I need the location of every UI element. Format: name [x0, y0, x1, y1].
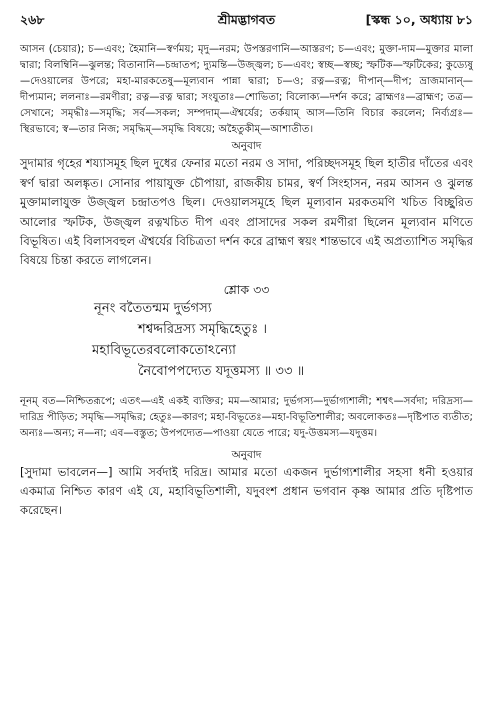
verse-heading: শ্লোক ৩৩ — [223, 281, 270, 297]
translation-heading-1: অনুবাদ — [231, 140, 262, 153]
canto-chapter-label: [স্কন্ধ ১০, অধ্যায় ৮১ — [365, 12, 473, 27]
word-for-word-2: নূনম্ বত—নিশ্চিতরূপে; এতৎ—এই একই ব্যক্তির; মম—আমার; দুর্ভগস্য—দুর্ভাগ্যশালী; শশ্বৎ—সর্বদা; দরিদ্রস্য—দারিদ্র পীড়িত; সমৃদ্ধি—সমৃদ্ধির; হেতুঃ—কারণ; মহা-বিভূতেঃ—মহা-বিভূতিশালীর; অবলোকতঃ—দৃষ্টিপাত ব্যতীত; অন্যঃ—অন্য; ন—না; এব—বস্তুত; উপপদ্যেত—পাওয়া যেতে পারে; যদু-উত্তমস্য—যদুত্তম। — [20, 395, 473, 439]
verse-line-1: নূনং বতৈতন্মম দুর্ভগস্য — [94, 300, 212, 316]
verse-line-4: নৈবোপপদ্যেত যদূত্তমস্য ॥ ৩৩ ॥ — [138, 363, 305, 379]
translation-1: সুদামার গৃহের শয্যাসমূহ ছিল দুধের ফেনার মতো নরম ও সাদা, পরিচ্ছদসমূহ ছিল হাতীর দাঁতের এবং স্বর্ণ দ্বারা অলঙ্কৃত। সোনার পায়াযুক্ত চৌপায়া, রাজকীয় চামর, স্বর্ণ সিংহাসন, নরম আসন ও ঝুলন্ত মুক্তামালাযুক্ত উজ্জ্বল চন্দ্রাতপও ছিল। দেওয়ালসমূহে ছিল মূল্যবান মরকতমণি খচিত বিচ্ছুরিত আলোর স্ফটিক, উজ্জ্বল রত্নখচিত দীপ এবং প্রাসাদের সকল রমণীরা ছিলেন মূল্যবান মণিতে বিভূষিত। এই বিলাসবহুল ঐশ্বর্যের বিচিত্রতা দর্শন করে ব্রাহ্মণ স্বয়ং শান্তভাবে এই অপ্রত্যাশিত সমৃদ্ধির বিষয়ে চিন্তা করতে লাগলেন। — [20, 156, 473, 268]
page-number: ২৬৮ — [20, 12, 45, 27]
verse-line-3: মহাবিভূতেরবলোকতোঽন্যো — [92, 342, 236, 358]
word-for-word-1: আসন (চেয়ার); চ—এবং; হৈমানি—স্বর্ণময়; মৃদু—নরম; উপস্তরণানি—আস্তরণ; চ—এবং; মুক্তা-দাম—মুক্তার মালা দ্বারা; বিলম্বিনি—ঝুলন্ত; বিতানানি—চন্দ্রাতপ; দ্যুমন্তি—উজ্জ্বল; চ—এবং; স্বচ্ছ—স্বচ্ছ; স্ফটিক—স্ফটিকের; কুড্যেষু—দেওয়ালের উপরে; মহা-মারকতেষু—মূল্যবান পান্না দ্বারা; চ—ও; রত্ন—রত্ন; দীপান্—দীপ; ভ্রাজমানান্—দীপ্যমান; ললনাঃ—রমণীরা; রত্ন—রত্ন দ্বারা; সংযুতাঃ—শোভিতা; বিলোক্য—দর্শন করে; ব্রাহ্মণঃ—ব্রাহ্মণ; তত্র—সেখানে; সমৃদ্ধীঃ—সমৃদ্ধি; সর্ব—সকল; সম্পদাম্—ঐশ্বর্যের; তর্কয়াম্ আস—তিনি বিচার করলেন; নির্ব্যগ্রঃ—স্থিরভাবে; স্ব—তার নিজ; সমৃদ্ধিম্—সমৃদ্ধি বিষয়ে; অহৈতুকীম্—আশাতীত। — [20, 44, 473, 135]
sanskrit-verse — [20, 298, 473, 382]
verse-line-2: শশ্বদ্দরিদ্রস্য সমৃদ্ধিহেতুঃ । — [138, 321, 268, 337]
translation-2: [সুদামা ভাবলেন—] আমি সর্বদাই দরিদ্র। আমার মতো একজন দুর্ভাগ্যশালীর সহসা ধনী হওয়ার একমাত্র নিশ্চিত কারণ এই যে, মহাবিভূতিশালী, যদুবংশ প্রধান ভগবান কৃষ্ণ আমার প্রতি দৃষ্টিপাত করেছেন। — [20, 464, 473, 518]
page-header — [20, 10, 473, 32]
translation-heading-2: অনুবাদ — [231, 448, 262, 461]
book-title: শ্রীমদ্ভাগবত — [217, 12, 276, 27]
